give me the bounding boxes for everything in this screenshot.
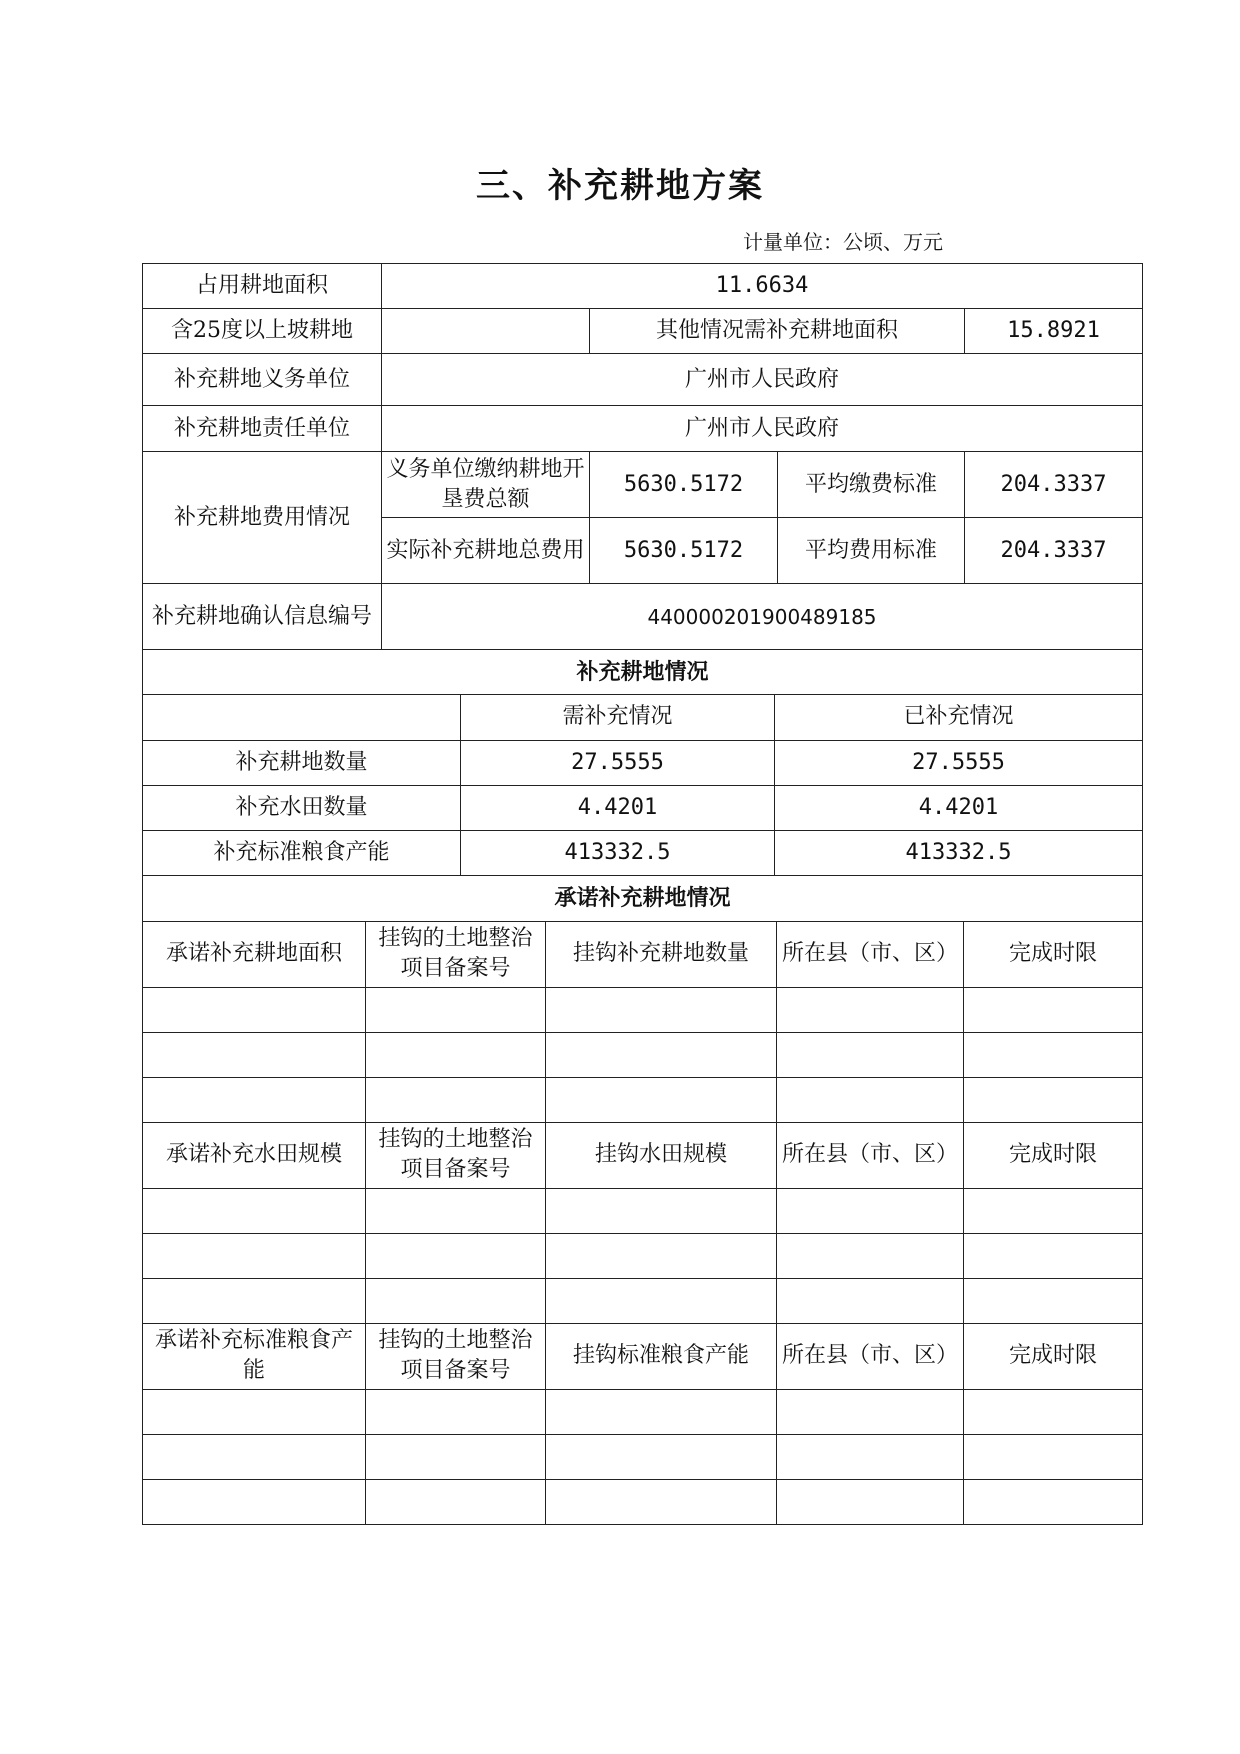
page-title: 三、补充耕地方案 [476,166,764,206]
commit-paddy-header: 承诺补充水田规模 [143,1122,366,1188]
fee-actual-label: 实际补充耕地总费用 [382,518,590,584]
table-row [143,1077,1143,1122]
responsible-unit-value: 广州市人民政府 [382,406,1143,452]
table-row [143,1233,1143,1278]
fee-actual-std-label: 平均费用标准 [778,518,965,584]
table-row [143,1434,1143,1479]
commitment-heading: 承诺补充耕地情况 [143,875,1143,921]
col-done-header: 已补充情况 [775,695,1143,740]
supplement-table [142,695,1143,922]
commit-grain-header: 承诺补充标准粮食产能 [143,1323,366,1389]
other-area-label: 其他情况需补充耕地面积 [590,309,965,354]
table-row [143,1389,1143,1434]
fee-paid-value: 5630.5172 [590,452,778,518]
unit-note: 计量单位：公顷、万元 [743,230,943,254]
obligation-unit-value: 广州市人民政府 [382,354,1143,406]
fee-actual-std-value: 204.3337 [965,518,1143,584]
table-row [143,1032,1143,1077]
other-area-value: 15.8921 [965,309,1143,354]
info-table [142,263,1143,695]
fee-paid-std-value: 204.3337 [965,452,1143,518]
supp-row-label: 补充耕地数量 [143,740,461,785]
commit-area-header: 承诺补充耕地面积 [143,921,366,987]
supp-row-done: 413332.5 [775,830,1143,875]
commit-county-header: 所在县（市、区） [777,921,964,987]
supp-row-needed: 27.5555 [461,740,775,785]
supp-row-done: 4.4201 [775,785,1143,830]
supp-row-needed: 4.4201 [461,785,775,830]
confirm-label: 补充耕地确认信息编号 [143,584,382,650]
commit-project-no-header: 挂钩的土地整治项目备案号 [366,1122,546,1188]
fee-actual-value: 5630.5172 [590,518,778,584]
commit-linked-grain-header: 挂钩标准粮食产能 [546,1323,777,1389]
commit-deadline-header: 完成时限 [964,1323,1143,1389]
supp-row-label: 补充标准粮食产能 [143,830,461,875]
supp-row-needed: 413332.5 [461,830,775,875]
supp-row-done: 27.5555 [775,740,1143,785]
commit-deadline-header: 完成时限 [964,1122,1143,1188]
commit-linked-paddy-header: 挂钩水田规模 [546,1122,777,1188]
fee-paid-label: 义务单位缴纳耕地开垦费总额 [382,452,590,518]
table-row [143,1479,1143,1524]
fee-paid-std-label: 平均缴费标准 [778,452,965,518]
table-row [143,1188,1143,1233]
commit-county-header: 所在县（市、区） [777,1323,964,1389]
slope-label: 含25度以上坡耕地 [143,309,382,354]
commit-project-no-header: 挂钩的土地整治项目备案号 [366,1323,546,1389]
fees-label: 补充耕地费用情况 [143,452,382,584]
commit-deadline-header: 完成时限 [964,921,1143,987]
obligation-unit-label: 补充耕地义务单位 [143,354,382,406]
supplement-header-blank [143,695,461,740]
confirm-value: 440000201900489185 [382,584,1143,650]
commit-linked-qty-header: 挂钩补充耕地数量 [546,921,777,987]
occupied-label: 占用耕地面积 [143,264,382,309]
commit-project-no-header: 挂钩的土地整治项目备案号 [366,921,546,987]
commitment-table [142,921,1143,1525]
supp-row-label: 补充水田数量 [143,785,461,830]
table-row [143,987,1143,1032]
table-row [143,1278,1143,1323]
occupied-value: 11.6634 [382,264,1143,309]
col-needed-header: 需补充情况 [461,695,775,740]
responsible-unit-label: 补充耕地责任单位 [143,406,382,452]
supplement-heading: 补充耕地情况 [143,650,1143,695]
slope-value [382,309,590,354]
commit-county-header: 所在县（市、区） [777,1122,964,1188]
